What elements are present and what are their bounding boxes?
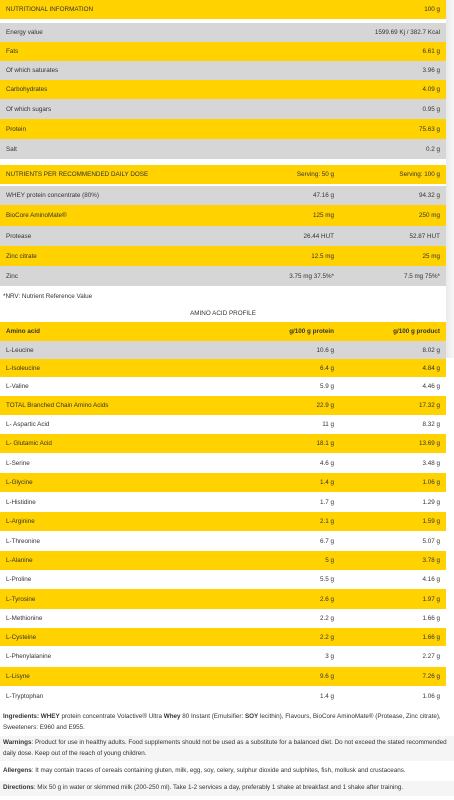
row-value-serving-100: 7.5 mg 75%* <box>403 272 440 280</box>
row-value-per-protein: 1.4 g <box>319 479 334 486</box>
row-label: TOTAL Branched Chain Amino Acids <box>6 402 109 409</box>
ingredients-soy: SOY <box>244 713 259 720</box>
table-row <box>0 119 446 139</box>
row-value-per-product: 1.97 g <box>422 595 440 603</box>
table-row <box>0 512 446 531</box>
ingredients-text-d: 80 Instant (Emulsifier: <box>180 713 245 720</box>
ingredients-label: Ingredients: <box>3 713 40 720</box>
row-value-per-protein: 10.6 g <box>316 346 334 354</box>
row-label: Energy value <box>6 29 43 36</box>
row-value-serving-100: 52.87 HUT <box>409 232 440 240</box>
ingredients-paragraph <box>0 710 454 735</box>
table-row <box>0 226 446 246</box>
row-value: 4.09 g <box>422 86 440 93</box>
row-value: 75.63 g <box>418 125 440 133</box>
table-row <box>0 186 446 205</box>
table-row <box>0 609 446 628</box>
row-value-per-product: 8.32 g <box>422 421 440 428</box>
row-label: L-Cysteine <box>6 633 37 641</box>
nutrition-header-label: NUTRITIONAL INFORMATION <box>6 6 94 13</box>
row-value-per-protein: 3 g <box>325 653 334 660</box>
row-value-per-protein: 5.9 g <box>319 383 334 390</box>
allergens-text: : It may contain traces of cereals containing gluten, milk, egg, soy, celery, sulphur dioxide and sulphites, fish, mollusk and crustaceans. <box>31 767 406 774</box>
row-value-per-product: 1.66 g <box>422 633 440 641</box>
row-value: 0.95 g <box>422 105 440 113</box>
row-value-per-product: 1.06 g <box>422 692 440 700</box>
table-row <box>0 473 446 492</box>
daily-header-label: NUTRIENTS PER RECOMMENDED DAILY DOSE <box>6 171 149 178</box>
row-value-serving-50: 12.5 mg <box>311 252 334 260</box>
row-value-serving-50: 3.75 mg 37.5%* <box>289 272 334 280</box>
row-label: L-Valine <box>6 383 29 390</box>
row-value-per-protein: 18.1 g <box>316 440 334 447</box>
nutrition-header-value: 100 g <box>424 6 440 13</box>
table-row <box>0 667 446 686</box>
row-value-per-protein: 5.5 g <box>319 576 334 583</box>
table-row <box>0 341 446 359</box>
table-row <box>0 396 446 415</box>
row-label: L- Aspartic Acid <box>6 421 50 428</box>
table-row <box>0 531 446 551</box>
table-row <box>0 205 446 226</box>
row-label: L-Histidine <box>6 498 36 506</box>
amino-title: AMINO ACID PROFILE <box>190 310 256 317</box>
row-value: 1599.69 Kj / 382.7 Kcal <box>374 29 440 36</box>
row-label: L-Isoleucine <box>6 364 40 372</box>
table-row <box>0 434 446 453</box>
row-value-per-protein: 2.2 g <box>319 633 334 641</box>
table-row <box>0 628 446 646</box>
table-row <box>0 42 446 61</box>
row-label: BioCore AminoMate® <box>6 212 67 219</box>
row-value-per-product: 17.32 g <box>418 402 440 409</box>
allergens-paragraph <box>0 764 454 779</box>
row-value-per-product: 13.69 g <box>418 440 440 447</box>
nrv-note: *NRV: Nutrient Reference Value <box>3 293 93 300</box>
table-row <box>0 686 446 706</box>
directions-text: : Mix 50 g in water or skimmed milk (200-250 ml). Take 1-2 services a day, preferably 1 shake at breakfast and 1 shake after training. <box>33 784 404 791</box>
row-value-per-protein: 22.9 g <box>316 402 334 409</box>
row-value-per-protein: 2.2 g <box>319 615 334 622</box>
row-label: L- Glutamic Acid <box>6 440 52 447</box>
daily-header-row <box>0 165 446 184</box>
row-value-per-product: 7.26 g <box>422 673 440 680</box>
row-label: Protease <box>6 232 32 240</box>
table-row <box>0 570 446 589</box>
row-label: L-Leucine <box>6 346 34 354</box>
row-label: L-Lisyne <box>6 673 30 680</box>
table-row <box>0 377 446 396</box>
row-value-per-product: 1.06 g <box>422 479 440 486</box>
row-value-per-protein: 5 g <box>325 557 334 564</box>
row-value-per-protein: 9.6 g <box>319 673 334 680</box>
row-value-per-product: 4.84 g <box>422 364 440 372</box>
row-label: Of which saturates <box>6 67 59 74</box>
daily-header-serving-50: Serving: 50 g <box>296 171 334 178</box>
row-label: L-Serine <box>6 459 30 467</box>
table-row <box>0 246 446 266</box>
row-label: Zinc <box>6 272 18 280</box>
row-value: 6.61 g <box>422 48 440 55</box>
amino-header-label: Amino acid <box>6 328 40 335</box>
row-label: L-Tyrosine <box>6 595 36 603</box>
allergens-label: Allergens <box>3 767 32 774</box>
row-value-per-protein: 11 g <box>322 421 334 428</box>
table-row <box>0 266 446 286</box>
row-value-per-protein: 6.4 g <box>319 364 334 372</box>
row-value-serving-50: 47.16 g <box>312 192 334 199</box>
row-value: 0.2 g <box>425 145 440 153</box>
row-label: L-Arginine <box>6 518 35 525</box>
row-label: L-Methionine <box>6 615 43 622</box>
table-row <box>0 139 446 159</box>
table-row <box>0 453 446 473</box>
amino-header-per-protein: g/100 g protein <box>289 328 334 335</box>
table-row <box>0 589 446 609</box>
row-value-per-product: 1.66 g <box>422 615 440 622</box>
row-value-per-product: 3.78 g <box>422 557 440 564</box>
page-edge-shadow <box>446 0 454 358</box>
ingredients-text-b: protein concentrate Volactive® Ultra <box>59 713 164 720</box>
row-value-serving-100: 25 mg <box>422 252 440 260</box>
warnings-label: Warnings <box>3 739 32 746</box>
amino-header-row <box>0 322 446 341</box>
row-label: L-Proline <box>6 576 32 583</box>
table-row <box>0 415 446 434</box>
row-value-per-protein: 2.6 g <box>319 595 334 603</box>
table-row <box>0 551 446 570</box>
row-value-serving-100: 94.32 g <box>418 192 440 199</box>
table-row <box>0 61 446 80</box>
row-value-per-product: 1.29 g <box>422 498 440 506</box>
ingredients-whey-2: Whey <box>163 713 181 720</box>
warnings-text: : Product for use in healthy adults. Food supplements should not be used as a substitute for a balanced diet. Do not exceed the stated recommended daily dose. Keep out of the reach of young children. <box>3 739 447 757</box>
amino-header-per-product: g/100 g product <box>393 328 440 335</box>
row-value-per-product: 4.16 g <box>422 576 440 583</box>
ingredients-whey: WHEY <box>40 713 60 720</box>
directions-paragraph <box>0 781 454 796</box>
ingredients-text-f: lecithin), Flavours, BioCore AminoMate® (Protease, Zinc citrate), Sweeteners: E960 and E955. <box>3 713 441 731</box>
table-row <box>0 23 446 42</box>
table-row <box>0 80 446 99</box>
row-value-per-product: 2.27 g <box>422 653 440 660</box>
row-label: WHEY protein concentrate (80%) <box>6 192 99 199</box>
row-value-serving-50: 125 mg <box>312 212 334 219</box>
row-label: Zinc citrate <box>6 252 37 260</box>
row-label: Carbohydrates <box>6 86 48 93</box>
warnings-paragraph <box>0 736 454 761</box>
row-value: 3.96 g <box>422 67 440 74</box>
row-label: L-Glycine <box>6 479 33 486</box>
row-label: L-Tryptophan <box>6 692 44 700</box>
row-label: Fats <box>6 48 19 55</box>
row-value-per-protein: 1.7 g <box>319 498 334 506</box>
row-value-per-product: 3.48 g <box>422 459 440 467</box>
table-row <box>0 359 446 377</box>
row-label: Of which sugars <box>6 105 52 113</box>
row-value-serving-100: 250 mg <box>418 212 440 219</box>
row-label: Protein <box>6 125 26 133</box>
row-label: L-Threonine <box>6 537 40 545</box>
row-value-per-product: 4.46 g <box>422 383 440 390</box>
row-value-per-product: 8.02 g <box>422 346 440 354</box>
row-value-per-product: 5.07 g <box>422 537 440 545</box>
row-value-per-protein: 2.1 g <box>319 518 334 525</box>
row-value-serving-50: 26.44 HUT <box>303 232 334 240</box>
row-value-per-protein: 6.7 g <box>319 537 334 545</box>
row-label: Salt <box>6 145 17 153</box>
daily-header-serving-100: Serving: 100 g <box>399 171 440 178</box>
row-value-per-product: 1.59 g <box>422 518 440 525</box>
row-label: L-Phenylalanine <box>6 653 52 660</box>
directions-label: Directions <box>3 784 34 791</box>
row-value-per-protein: 4.6 g <box>319 459 334 467</box>
table-row <box>0 646 446 667</box>
row-label: L-Alanine <box>6 557 33 564</box>
row-value-per-protein: 1.4 g <box>319 692 334 700</box>
nutrition-header-row <box>0 0 446 19</box>
table-row <box>0 99 446 119</box>
table-row <box>0 492 446 512</box>
